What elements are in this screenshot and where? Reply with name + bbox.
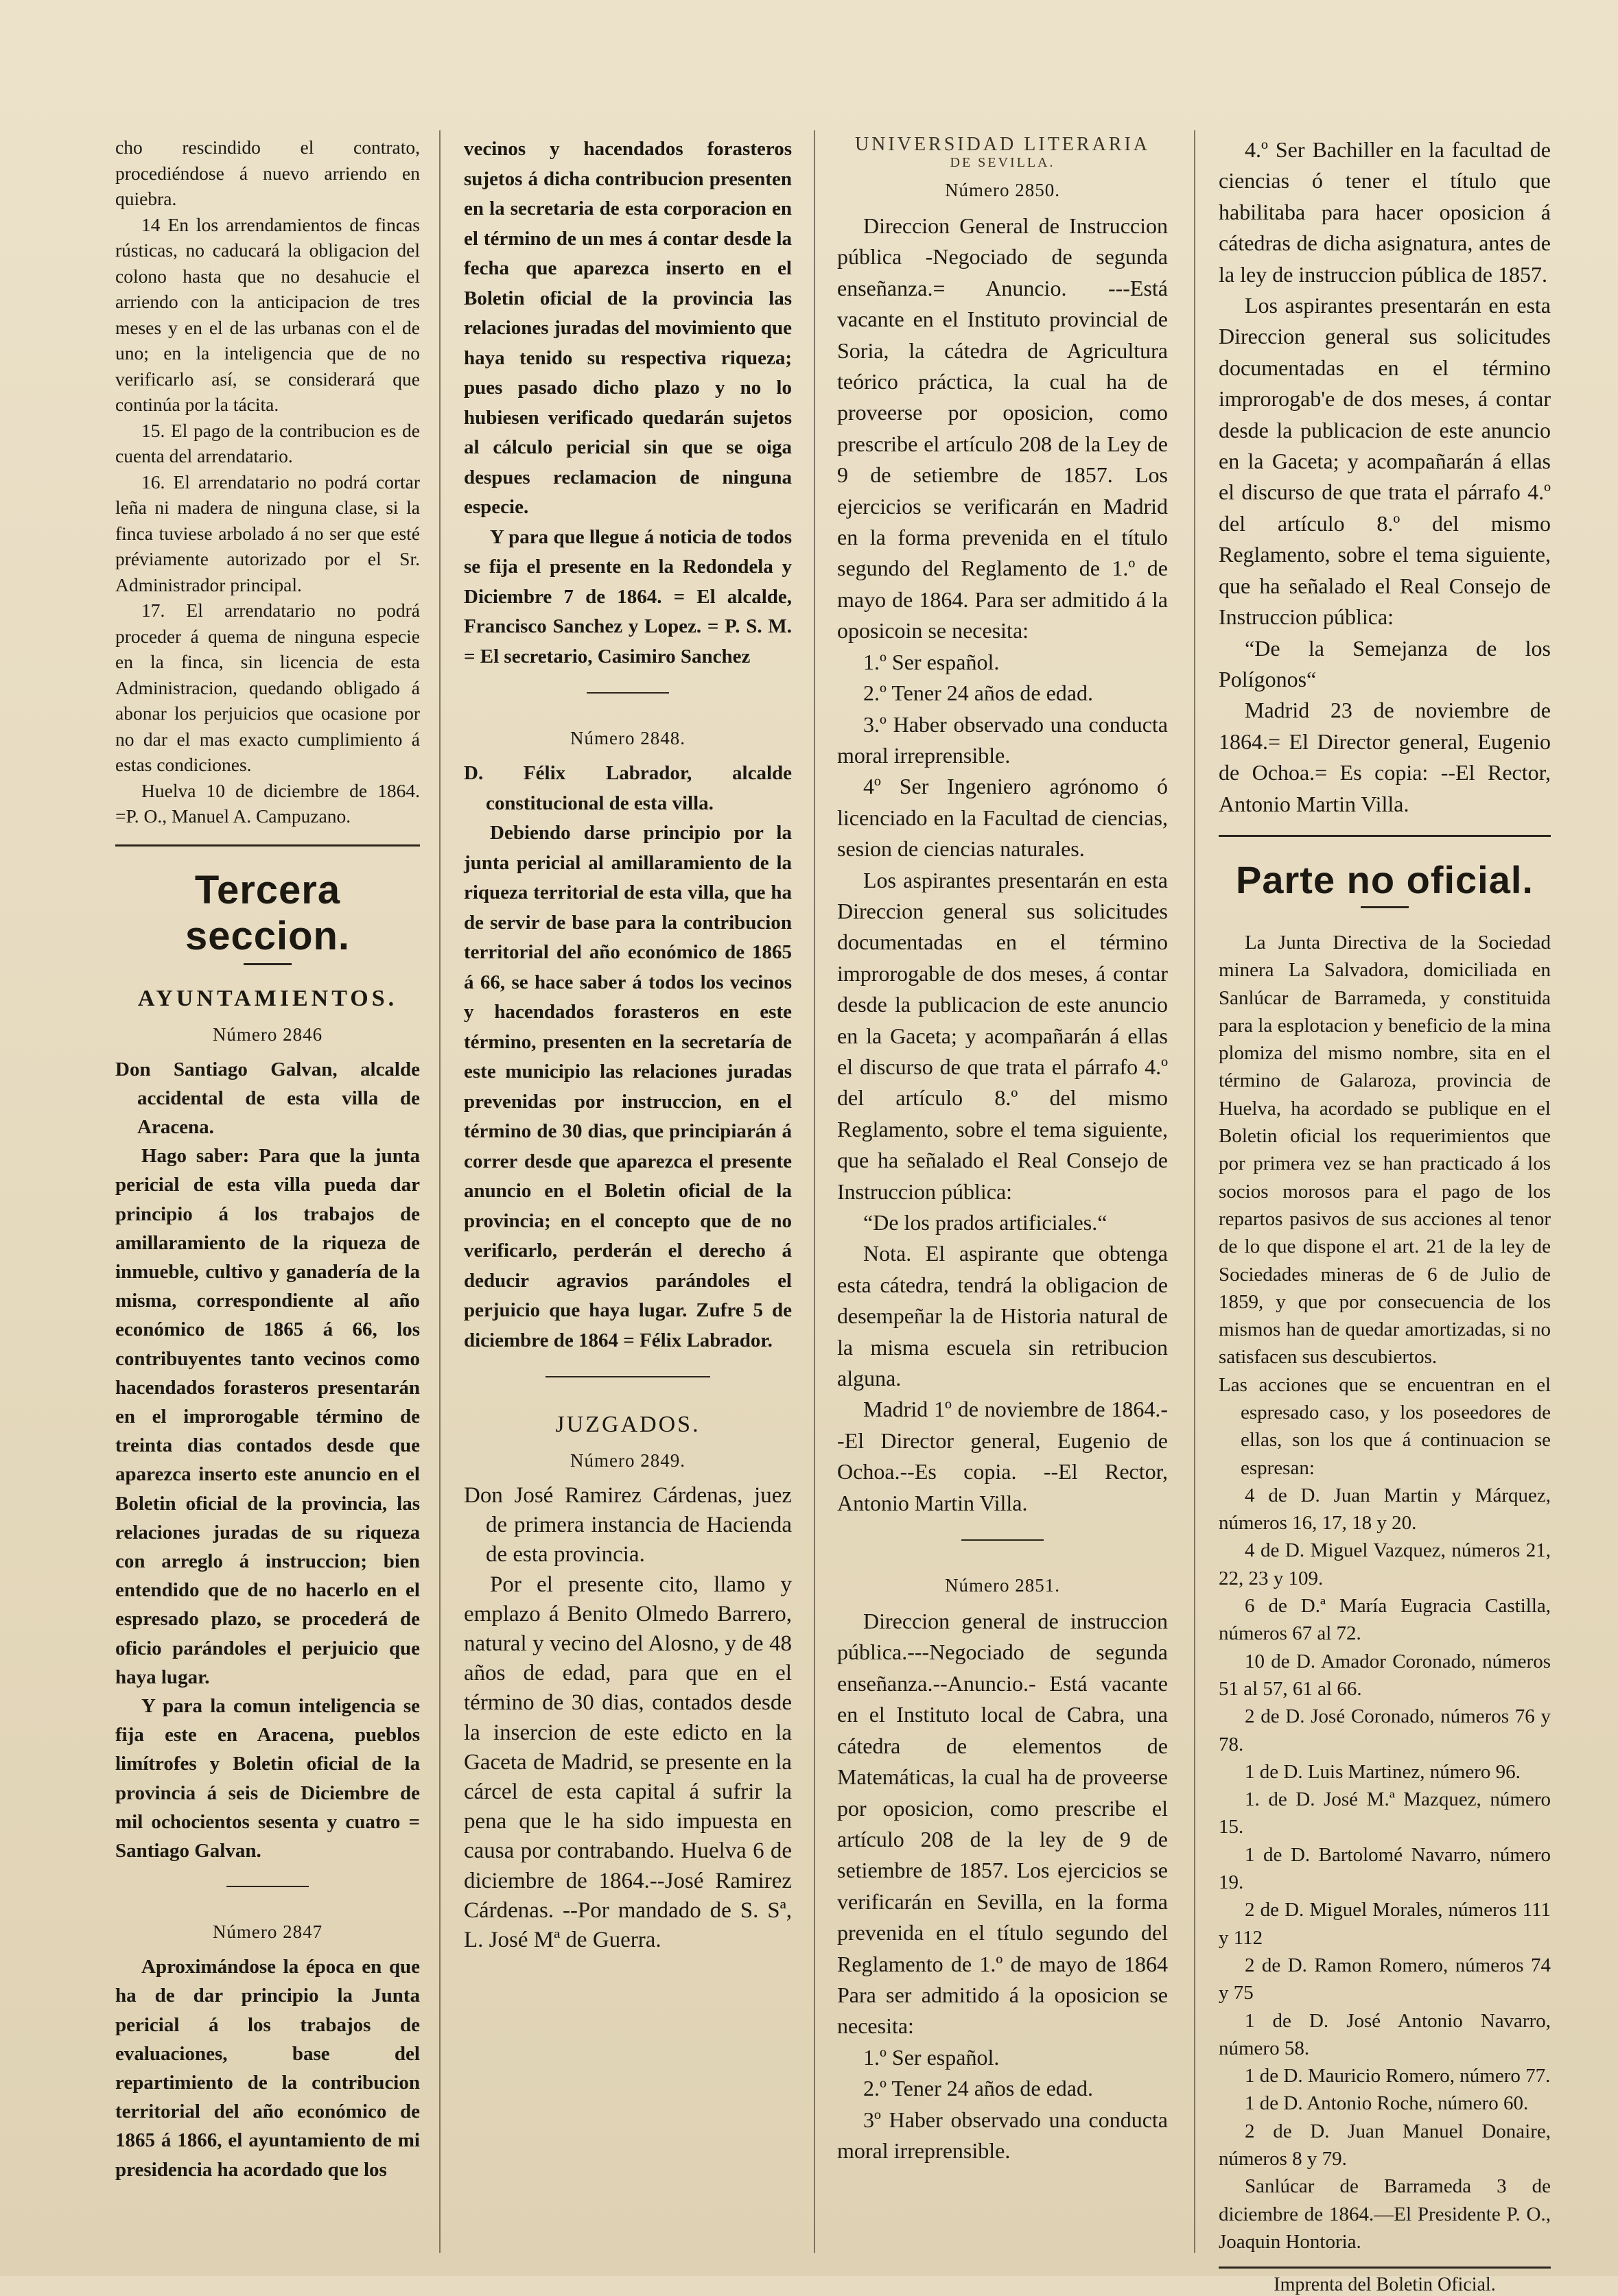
- paragraph: Las acciones que se encuentran en el espresado caso, y los poseedores de ellas, son los que á continuacion se espresan:: [1219, 1373, 1551, 1479]
- list-item: 1 de D. Luis Martinez, número 96.: [1245, 1760, 1521, 1783]
- divider: [115, 844, 420, 847]
- notice-number: Número 2849.: [570, 1450, 685, 1471]
- list-item: 1 de D. José Antonio Navarro, número 58.: [1219, 2009, 1551, 2059]
- paragraph: Don Santiago Galvan, alcalde accidental de esta villa de Aracena.: [115, 1058, 420, 1138]
- list-item: 1 de D. Mauricio Romero, número 77.: [1245, 2065, 1551, 2087]
- column-rule: [439, 130, 441, 2253]
- signature: Huelva 10 de diciembre de 1864. =P. O., Manuel A. Campuzano.: [115, 779, 420, 827]
- paragraph: Hago saber: Para que la junta pericial de esta villa pueda dar principio á los trabajos de amillaramiento de la riqueza de inmueble, cultivo y ganadería de la misma, correspondiente al año económico de 1865 á 66, los contribuyentes tanto vecinos como hacendados forasteros presentarán en el improrogable término de treinta dias contados desde que aparezca inserto este anuncio en el Boletin oficial de la provincia, las relaciones juradas de su riqueza con arreglo á instruccion; bien entendido que de no hacerlo en el espresado plazo, se procederá de oficio parándoles el perjuicio que haya lugar.: [115, 1145, 420, 1688]
- paragraph: vecinos y hacendados forasteros sujetos á dicha contribucion presenten en la secretaria de esta corporacion en el término de un mes á contar desde la fecha que aparezca inserto en el Boletin oficial de la provincia las relaciones juradas del movimiento que haya tenido su respectiva riqueza; pues pasado dicho plazo y no lo hubiesen verificado quedarán sujetos al cálculo pericial sin que se oiga despues reclamacion de ninguna especie.: [464, 138, 792, 518]
- divider: [587, 692, 669, 694]
- divider: [961, 1539, 1044, 1541]
- paragraph: “De la Semejanza de los Polígonos“: [1219, 635, 1551, 691]
- paragraph: Aproximándose la época en que ha de dar principio la Junta pericial á los trabajos de evaluaciones, base del repartimiento de la contribucion territorial del año económico de 1865 á 1866, el ayuntamiento de mi presidencia ha acordado que los: [115, 1956, 420, 2181]
- paragraph: 16. El arrendatario no podrá cortar leña ni madera de ninguna clase, si la finca tuviese arbolado á no ser que esté préviamente autorizado por el Sr. Administrador principal.: [115, 471, 420, 595]
- paragraph: Debiendo darse principio por la junta pericial al amillaramiento de la riqueza territorial de esta villa, que ha de servir de base para la contribucion territorial del año económico de 1865 á 66, se hace saber á todos los vecinos y hacendados forasteros en este término, presenten en la secretaría de este municipio las relaciones juradas prevenidas por instruccion, en el término de 30 dias, que principiarán á correr desde que aparezca el presente anuncio en el Boletin oficial de la provincia; en el concepto que de no verificarlo, perderán el derecho á deducir agravios parándoles el perjuicio que haya lugar. Zufre 5 de diciembre de 1864 = Félix Labrador.: [464, 822, 792, 1351]
- divider: [226, 1886, 309, 1887]
- list-item: 4 de D. Miguel Vazquez, números 21, 22, 23 y 109.: [1219, 1539, 1551, 1589]
- paragraph: Y para la comun inteligencia se fija este en Aracena, pueblos limítrofes y Boletin oficial de la provincia á seis de Diciembre de mil ochocientos sesenta y cuatro = Santiago Galvan.: [115, 1694, 420, 1862]
- list-item: 1 de D. Bartolomé Navarro, número 19.: [1219, 1843, 1551, 1894]
- paragraph: Los aspirantes presentarán en esta Direccion general sus solicitudes documentadas en el término improrogab'e de dos meses, á contar desde la publicacion de este anuncio en la Gaceta; y acompañarán á ellas el discurso de que trata el párrafo 4.º del artículo 8.º del mismo Reglamento, sobre el tema siguiente, que ha señalado el Real Consejo de Instruccion pública:: [1219, 293, 1551, 630]
- list-item: 6 de D.ª María Eugracia Castilla, números 67 al 72.: [1219, 1595, 1551, 1645]
- paragraph: cho rescindido el contrato, procediéndose á nuevo arriendo en quiebra.: [115, 137, 420, 209]
- section-heading: AYUNTAMIENTOS.: [137, 985, 398, 1011]
- signature: Sanlúcar de Barrameda 3 de diciembre de 1864.—El Presidente P. O., Joaquin Hontoria.: [1219, 2175, 1551, 2253]
- paragraph: D. Félix Labrador, alcalde constitucional de esta villa.: [464, 762, 792, 814]
- masthead-line: DE SEVILLA.: [950, 155, 1055, 170]
- paragraph: 15. El pago de la contribucion es de cuenta del arrendatario.: [115, 419, 420, 466]
- masthead-line: UNIVERSIDAD LITERARIA: [854, 134, 1151, 155]
- requirement: 4º Ser Ingeniero agrónomo ó licenciado en la Facultad de ciencias, sesion de ciencias naturales.: [837, 774, 1168, 862]
- column-2: [464, 134, 792, 2249]
- paragraph: Madrid 23 de noviembre de 1864.= El Director general, Eugenio de Ochoa.= Es copia: --El Rector, Antonio Martin Villa.: [1219, 698, 1551, 816]
- requirement: 2.º Tener 24 años de edad.: [863, 680, 1093, 706]
- column-1: [115, 134, 420, 2249]
- column-3: [837, 134, 1168, 2249]
- paragraph: Por el presente cito, llamo y emplazo á Benito Olmedo Barrero, natural y vecino del Alosno, y de 48 años de edad, para que en el término de 30 dias, contados desde la insercion de este edicto en la Gaceta de Madrid, se presente en la cárcel de esta capital á sufrir la pena que le ha sido impuesta en causa por contrabando. Huelva 6 de diciembre de 1864.--José Ramirez Cárdenas. --Por mandado de S. Sª, L. José Mª de Guerra.: [464, 1572, 792, 1953]
- notice-number: Número 2848.: [570, 728, 685, 748]
- requirement: 1.º Ser español.: [863, 649, 1000, 674]
- paragraph: Direccion general de instruccion pública.---Negociado de segunda enseñanza.--Anuncio.- Está vacante en el Instituto local de Cabra, una cátedra de elementos de Matemáticas, la cual ha de proveerse por oposicion, como prescribe el artículo 208 de la ley de 9 de setiembre de 1857. Los ejercicios se verificarán en Sevilla, en la forma prevenida en el título segundo del Reglamento de 1.º de mayo de 1864 Para ser admitido á la oposicion se necesita:: [837, 1609, 1168, 2039]
- printer-imprint: Imprenta del Boletin Oficial.: [1219, 2267, 1551, 2296]
- divider: [1219, 835, 1551, 837]
- paragraph: “De los prados artificiales.“: [863, 1210, 1107, 1235]
- requirement: 3.º Haber observado una conducta moral irreprensible.: [837, 711, 1168, 768]
- paragraph: La Junta Directiva de la Sociedad minera La Salvadora, domiciliada en Sanlúcar de Barrameda, y constituida para la esplotacion y beneficio de la mina plomiza del mismo nombre, sita en el término de Galaroza, provincia de Huelva, ha acordado se publique en el Boletin oficial los requerimientos que por primera vez se han practicado á los socios morosos para el pago de los repartos pasivos de sus acciones al tenor de lo que dispone el art. 21 de la ley de Sociedades mineras de 6 de Julio de 1859, y que por consecuencia de los mismos han de quedar amortizadas, si no satisfacen sus descubiertos.: [1219, 931, 1551, 1369]
- column-rule: [814, 130, 815, 2253]
- list-item: 10 de D. Amador Coronado, números 51 al 57, 61 al 66.: [1219, 1650, 1551, 1700]
- paragraph: Los aspirantes presentarán en esta Direccion general sus solicitudes documentadas en el término improrogable de dos meses, á contar desde la publicacion de este anuncio en la Gaceta; y acompañarán á ellas el discurso de que trata el párrafo 4.º del artículo 8.º del mismo Reglamento, sobre el tema siguiente, que ha señalado el Real Consejo de Instruccion pública:: [837, 867, 1168, 1204]
- list-item: 4 de D. Juan Martin y Márquez, números 16, 17, 18 y 20.: [1219, 1484, 1551, 1535]
- list-item: 2 de D. Ramon Romero, números 74 y 75: [1219, 1954, 1551, 2004]
- column-rule: [1194, 130, 1195, 2253]
- notice-number: Número 2847: [212, 1921, 323, 1943]
- section-title: Parte no oficial.: [1236, 857, 1534, 901]
- paragraph: 14 En los arrendamientos de fincas rústicas, no caducará la obligacion del colono hasta que no desahucie el arriendo con la anticipacion de tres meses y en el de las urbanas con el de uno; en la inteligencia que de no verificarlo así, se considerará que continúa por la tácita.: [115, 213, 420, 415]
- paragraph: 17. El arrendatario no podrá proceder á quema de ninguna especie en la finca, sin licencia de esta Administracion, quedando obligado á abonar los perjuicios que ocasione por no dar el mas exacto cumplimiento á estas condiciones.: [115, 600, 420, 775]
- requirement: 2.º Tener 24 años de edad.: [863, 2076, 1093, 2101]
- notice-number: Número 2850.: [945, 180, 1060, 200]
- requirement: 3º Haber observado una conducta moral irreprensible.: [837, 2107, 1168, 2163]
- divider: [1361, 906, 1409, 908]
- list-item: 2 de D. Miguel Morales, números 111 y 112: [1219, 1899, 1551, 1949]
- notice-number: Número 2846: [212, 1023, 323, 1045]
- list-item: 2 de D. Juan Manuel Donaire, números 8 y 79.: [1219, 2120, 1551, 2170]
- list-item: 1 de D. Antonio Roche, número 60.: [1245, 2092, 1529, 2115]
- list-item: 2 de D. José Coronado, números 76 y 78.: [1219, 1705, 1551, 1755]
- requirement: 4.º Ser Bachiller en la facultad de ciencias ó tener el título que habilitaba para hacer oposicion á cátedras de dicha asignatura, antes de la ley de instruccion pública de 1857.: [1219, 137, 1551, 287]
- paragraph: Nota. El aspirante que obtenga esta cátedra, tendrá la obligacion de desempeñar la de Historia natural de la misma escuela sin retribucion alguna.: [837, 1241, 1168, 1391]
- paragraph: Madrid 1º de noviembre de 1864.--El Director general, Eugenio de Ochoa.--Es copia. --El Rector, Antonio Martin Villa.: [837, 1397, 1168, 1515]
- list-item: 1. de D. José M.ª Mazquez, número 15.: [1219, 1788, 1551, 1838]
- section-heading: JUZGADOS.: [555, 1412, 701, 1437]
- paragraph: Direccion General de Instruccion pública -Negociado de segunda enseñanza.= Anuncio. ---Está vacante en el Instituto provincial de Soria, la cátedra de Agricultura teórico práctica, la cual ha de proveerse por oposicion, como prescribe el artículo 208 de la Ley de 9 de setiembre de 1857. Los ejercicios se verificarán en Madrid en la forma prevenida en el título segundo del Reglamento de 1.º de mayo de 1864. Para ser admitido á la oposicoin se necesita:: [837, 213, 1168, 643]
- requirement: 1.º Ser español.: [863, 2044, 1000, 2070]
- notice-number: Número 2851.: [945, 1575, 1060, 1596]
- column-4: [1219, 134, 1551, 2296]
- paragraph: Y para que llegue á noticia de todos se fija el presente en la Redondela y Diciembre 7 de 1864. = El alcalde, Francisco Sanchez y Lopez. = P. S. M. = El secretario, Casimiro Sanchez: [464, 525, 792, 667]
- paragraph: Don José Ramirez Cárdenas, juez de primera instancia de Hacienda de esta provincia.: [464, 1483, 792, 1567]
- divider: [546, 1376, 710, 1377]
- section-title: Tercera seccion.: [185, 867, 351, 958]
- divider: [244, 963, 292, 965]
